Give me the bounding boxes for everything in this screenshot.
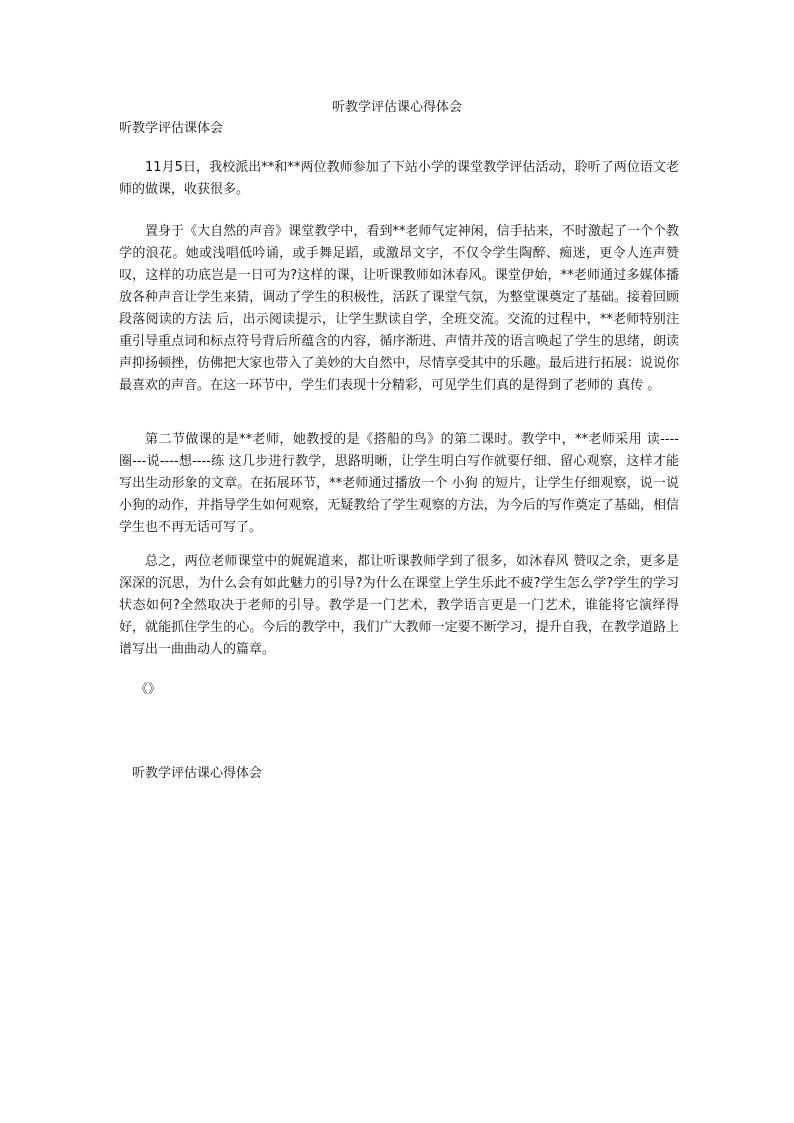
paragraph-4: 总之，两位老师课堂中的娓娓道来，都让听课教师学到了很多，如沐春风 赞叹之余，更多是深深的沉思，为什么会有如此魅力的引导?为什么在课堂上学生乐此不疲?学生怎么学?学生的学习状态如何?全然取决于老师的引导。教学是一门艺术，教学语言更是一门艺术，谁能将它演绎得好，就能抓住学生的心。今后的教学中，我们广大教师一定要不断学习，提升自我，在教学道路上谱写出一曲曲动人的篇章。 <box>119 554 679 657</box>
paragraph-2: 置身于《大自然的声音》课堂教学中，看到**老师气定神闲，信手拈来，不时激起了一个个教学的浪花。她或浅唱低吟诵，或手舞足蹈，或激昂文字，不仅令学生陶醉、痴迷，更令人连声赞叹，这样的功底岂是一日可为?这样的课，让听课教师如沐春风。课堂伊始，**老师通过多媒体播放各种声音让学生来猜，调动了学生的积极性，活跃了课堂气氛，为整堂课奠定了基础。接着回顾 段落阅读的方法 后，出示阅读提示，让学生默读自学，全班交流。交流的过程中，**老师特别注重引导重点词和标点符号背后所蕴含的内容，循序渐进、声情并茂的语言唤起了学生的思绪，朗读声抑扬顿挫，仿佛把大家也带入了美妙的大自然中，尽情享受其中的乐趣。最后进行拓展：说说你最喜欢的声音。在这一环节中，学生们表现十分精彩，可见学生们真的是得到了老师的 真传 。 <box>119 224 679 393</box>
paragraph-1: 11月5日，我校派出**和**两位教师参加了下站小学的课堂教学评估活动，聆听了两位语文老师的做课，收获很多。 <box>119 160 679 197</box>
document-title: 听教学评估课心得体会 <box>331 100 462 115</box>
empty-book-title-brackets: 《》 <box>135 682 162 697</box>
footer-title: 听教学评估课心得体会 <box>132 766 263 781</box>
document-subtitle: 听教学评估课体会 <box>119 121 224 136</box>
paragraph-3: 第二节做课的是**老师，她教授的是《搭船的鸟》的第二课时。教学中，**老师采用 读----圈---说----想----练 这几步进行教学，思路明晰，让学生明白写作就要仔细、留心观察，这样才能写出生动形象的文章。在拓展环节，**老师通过播放一个 小狗 的短片，让学生仔细观察，说一说小狗的动作，并指导学生如何观察，无疑教给了学生观察的方法，为今后的写作奠定了基础，相信学生也不再无话可写了。 <box>119 432 679 535</box>
